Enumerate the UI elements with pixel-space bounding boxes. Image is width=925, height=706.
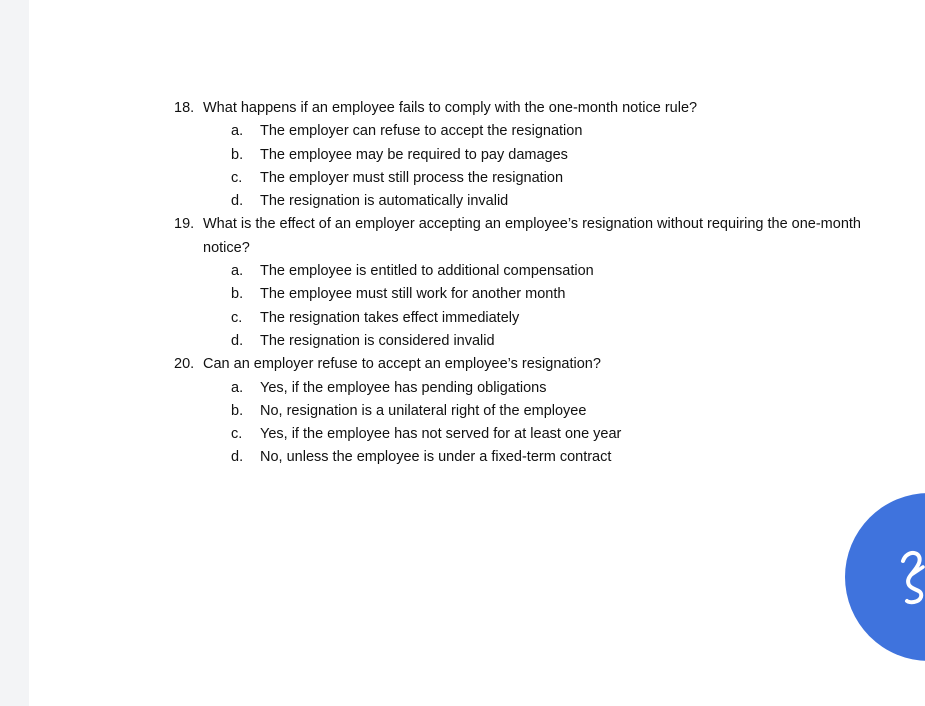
option-text: The employee may be required to pay damages <box>260 146 568 163</box>
question-number: 18. <box>174 100 195 116</box>
option-letter: a. <box>231 263 244 280</box>
option-list <box>174 120 894 213</box>
option-letter: b. <box>231 146 244 163</box>
option-text: The resignation is considered invalid <box>260 332 495 349</box>
option-text: The employer can refuse to accept the resignation <box>260 123 583 140</box>
option-b <box>174 144 894 167</box>
option-text: No, resignation is a unilateral right of the employee <box>260 402 587 419</box>
option-letter: c. <box>231 169 243 186</box>
option-a <box>174 120 894 143</box>
option-list <box>174 260 894 353</box>
question-text-row <box>174 353 894 376</box>
option-letter: c. <box>231 309 243 326</box>
option-d <box>174 446 894 469</box>
option-letter: a. <box>231 379 244 396</box>
question-text-row <box>174 213 894 260</box>
option-a <box>174 260 894 283</box>
pen-scribble-icon <box>899 545 925 607</box>
document-page <box>29 0 925 706</box>
question-18 <box>174 97 894 213</box>
option-letter: d. <box>231 193 244 210</box>
question-20 <box>174 353 894 469</box>
option-text: The resignation is automatically invalid <box>260 193 509 210</box>
option-d <box>174 190 894 213</box>
option-letter: b. <box>231 402 244 419</box>
option-a <box>174 377 894 400</box>
option-list <box>174 377 894 470</box>
option-letter: d. <box>231 332 244 349</box>
option-text: The resignation takes effect immediately <box>260 309 520 326</box>
question-number: 20. <box>174 356 195 373</box>
option-text: The employer must still process the resignation <box>260 169 564 186</box>
option-text: Yes, if the employee has not served for at least one year <box>260 426 622 443</box>
question-text: Can an employer refuse to accept an employee’s resignation? <box>203 356 601 373</box>
question-number: 19. <box>174 216 195 233</box>
question-text: What is the effect of an employer accepting an employee’s resignation without requiring the one-month notice? <box>203 216 861 256</box>
option-letter: a. <box>231 123 244 140</box>
option-b <box>174 283 894 306</box>
option-letter: c. <box>231 426 243 443</box>
option-text: No, unless the employee is under a fixed-term contract <box>260 449 612 466</box>
option-text: Yes, if the employee has pending obligations <box>260 379 547 396</box>
option-b <box>174 400 894 423</box>
question-list <box>174 97 894 470</box>
option-text: The employee must still work for another month <box>260 286 566 303</box>
option-c <box>174 307 894 330</box>
option-letter: d. <box>231 449 244 466</box>
option-letter: b. <box>231 286 244 303</box>
option-d <box>174 330 894 353</box>
question-text-row <box>174 97 894 120</box>
option-text: The employee is entitled to additional compensation <box>260 263 594 280</box>
question-19 <box>174 213 894 353</box>
question-text: What happens if an employee fails to comply with the one-month notice rule? <box>203 100 698 116</box>
option-c <box>174 167 894 190</box>
option-c <box>174 423 894 446</box>
